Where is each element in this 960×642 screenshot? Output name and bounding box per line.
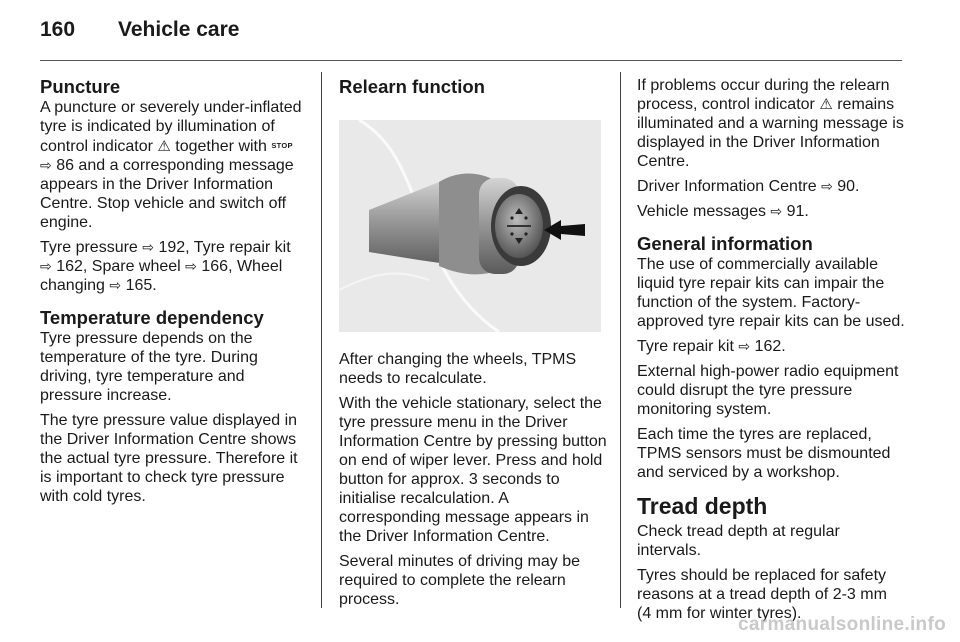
reference-page: 91 bbox=[786, 203, 805, 220]
pressure-display-paragraph: The tyre pressure value displayed in the Driver Information Centre shows the actual tyre pressure. Therefore it is important to check tyre pressure with cold tyres. bbox=[40, 412, 298, 505]
reference-page: 86 bbox=[56, 157, 74, 174]
reference-arrow-icon: ⇨ bbox=[821, 178, 833, 194]
wiper-lever-drawing bbox=[339, 120, 601, 332]
page-reference-link[interactable] bbox=[40, 258, 83, 275]
text: together with bbox=[170, 138, 272, 155]
page-reference-link[interactable] bbox=[109, 277, 152, 294]
relearn-problems-paragraph bbox=[637, 76, 905, 171]
stop-symbol: STOP bbox=[271, 141, 293, 150]
relearn-steps-paragraph: With the vehicle stationary, select the tyre pressure menu in the Driver Information Centre by pressing button on end of wiper lever. Press and hold button for approx. 3 seconds to initialise recalculation. A corresponding message appears in the Driver Information Centre. bbox=[339, 395, 607, 545]
reference-page: 166 bbox=[201, 258, 229, 275]
heading-general-information: General information bbox=[637, 233, 813, 254]
tpms-warning-icon: ⚠ bbox=[157, 138, 171, 155]
related-links-paragraph bbox=[40, 238, 308, 295]
column-divider-2 bbox=[620, 72, 621, 608]
page-reference-link[interactable] bbox=[142, 239, 185, 256]
reference-page: 162 bbox=[754, 338, 782, 355]
heading-temperature-dependency: Temperature dependency bbox=[40, 307, 264, 328]
text: and a corresponding message appears in the Driver Information Centre. Stop vehicle and switch off engine. bbox=[40, 157, 294, 231]
text: . bbox=[804, 203, 809, 220]
page-reference-link[interactable] bbox=[738, 338, 781, 355]
tread-check-paragraph: Check tread depth at regular intervals. bbox=[637, 523, 840, 559]
text: Tyre repair kit bbox=[637, 338, 739, 355]
tread-replace-paragraph: Tyres should be replaced for safety reasons at a tread depth of 2-3 mm (4 mm for winter tyres). bbox=[637, 567, 887, 622]
reference-arrow-icon: ⇨ bbox=[142, 239, 154, 255]
reference-arrow-icon: ⇨ bbox=[109, 277, 122, 293]
text: . bbox=[855, 178, 860, 195]
puncture-paragraph bbox=[40, 98, 308, 232]
reference-page: 162 bbox=[56, 258, 83, 275]
heading-relearn-function: Relearn function bbox=[339, 76, 485, 97]
repair-kits-paragraph: The use of commercially available liquid tyre repair kits can impair the function of the system. Factory-approved tyre repair kits can be used. bbox=[637, 256, 905, 330]
text: A puncture or severely under-inflated tyre is indicated by illumination of control indicator bbox=[40, 99, 302, 155]
text: . bbox=[152, 277, 157, 294]
reference-arrow-icon: ⇨ bbox=[185, 258, 197, 274]
reference-arrow-icon: ⇨ bbox=[770, 203, 783, 219]
text: , Tyre repair kit bbox=[185, 239, 291, 256]
text: Vehicle messages bbox=[637, 203, 771, 220]
section-title: Vehicle care bbox=[118, 18, 240, 41]
column-1 bbox=[40, 76, 308, 512]
column-2 bbox=[339, 76, 607, 615]
reference-page: 90 bbox=[837, 178, 856, 195]
reference-arrow-icon: ⇨ bbox=[40, 258, 52, 274]
column-divider-1 bbox=[321, 72, 322, 608]
header-rule bbox=[40, 60, 902, 61]
reference-page: 192 bbox=[158, 239, 186, 256]
heading-tread-depth: Tread depth bbox=[637, 493, 768, 519]
radio-interference-paragraph: External high-power radio equipment could disrupt the tyre pressure monitoring system. bbox=[637, 363, 899, 418]
vehicle-messages-reference-paragraph bbox=[637, 202, 905, 221]
text: . bbox=[781, 338, 786, 355]
dic-reference-paragraph bbox=[637, 177, 905, 196]
page-number: 160 bbox=[40, 18, 76, 41]
text: Tyre pressure bbox=[40, 239, 143, 256]
temperature-paragraph: Tyre pressure depends on the temperature of the tyre. During driving, tyre temperature and pressure increase. bbox=[40, 330, 258, 404]
tpms-sensors-paragraph: Each time the tyres are replaced, TPMS sensors must be dismounted and serviced by a workshop. bbox=[637, 426, 891, 481]
tpms-warning-icon: ⚠ bbox=[819, 96, 833, 113]
text: , Wheel changing bbox=[40, 258, 283, 294]
reference-page: 165 bbox=[125, 277, 153, 294]
page-reference-link[interactable] bbox=[770, 203, 804, 220]
reference-arrow-icon: ⇨ bbox=[738, 338, 751, 354]
page-reference-link[interactable] bbox=[185, 258, 228, 275]
text: If problems occur during the relearn process, control indicator bbox=[637, 77, 890, 113]
relearn-duration-paragraph: Several minutes of driving may be required to complete the relearn process. bbox=[339, 553, 580, 608]
heading-puncture: Puncture bbox=[40, 76, 121, 97]
text: , Spare wheel bbox=[82, 258, 186, 275]
page-reference-link[interactable] bbox=[821, 178, 855, 195]
wiper-lever-illustration bbox=[339, 120, 601, 332]
repair-kit-reference-paragraph bbox=[637, 337, 905, 356]
page-reference-link[interactable] bbox=[40, 157, 74, 174]
reference-arrow-icon: ⇨ bbox=[40, 157, 52, 173]
column-3 bbox=[637, 76, 905, 629]
watermark: carmanualsonline.info bbox=[738, 614, 946, 635]
text: Driver Information Centre bbox=[637, 178, 822, 195]
relearn-intro-paragraph: After changing the wheels, TPMS needs to recalculate. bbox=[339, 351, 577, 387]
text: remains illuminated and a warning message is displayed in the Driver Information Centre. bbox=[637, 96, 904, 170]
